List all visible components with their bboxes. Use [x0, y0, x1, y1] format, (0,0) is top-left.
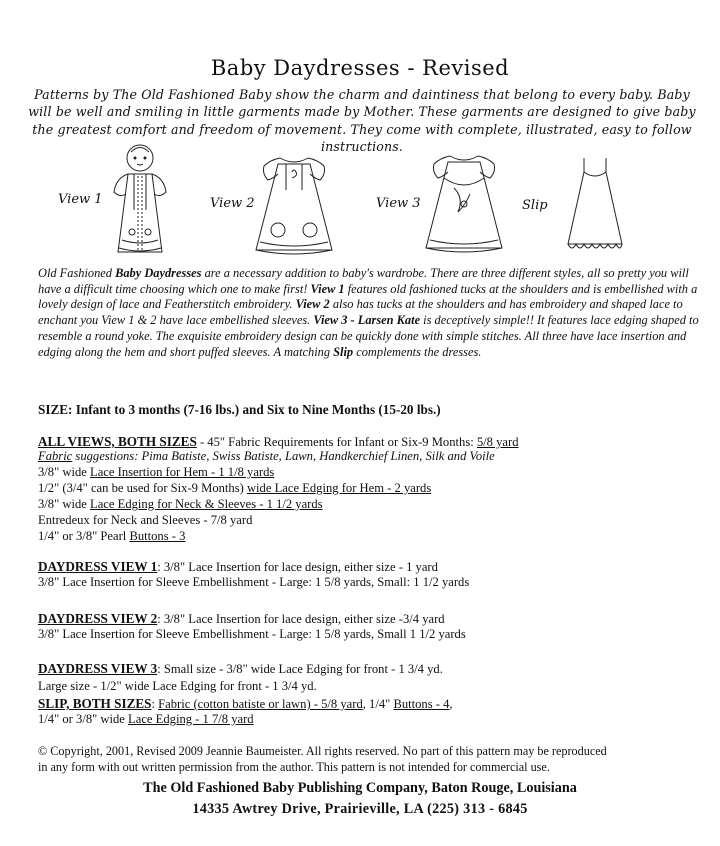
publisher-name: The Old Fashioned Baby Publishing Company, Baton Rouge, Louisiana	[143, 780, 577, 796]
view-3-dress-illustration	[418, 148, 510, 260]
desc-bold: View 2	[295, 297, 330, 312]
view3-req-line2: Large size - 1/2" wide Lace Edging for front - 1 3/4 yd.	[38, 679, 317, 693]
view-2-label: View 2	[210, 196, 255, 211]
size-line: SIZE: Infant to 3 months (7-16 lbs.) and Six to Nine Months (15-20 lbs.)	[38, 402, 441, 417]
view-2-dress-illustration	[248, 150, 340, 262]
buttons-value: Buttons - 3	[129, 529, 186, 543]
view2-heading: DAYDRESS VIEW 2	[38, 611, 158, 626]
neck-value: Lace Edging for Neck & Sleeves - 1 1/2 yards	[90, 497, 323, 511]
fabric-label: Fabric	[38, 449, 73, 463]
view1-req-line1	[38, 559, 438, 575]
slip-colon: :	[151, 697, 159, 711]
description-paragraph	[38, 266, 710, 360]
view2-req-line2: 3/8" Lace Insertion for Sleeve Embellishment - Large: 1 5/8 yards, Small 1 1/2 yards	[38, 627, 466, 641]
slip-line2-prefix: 1/4" or 3/8" wide	[38, 712, 129, 726]
lace-edging-neck-line	[38, 497, 323, 512]
view3-heading: DAYDRESS VIEW 3	[38, 661, 158, 676]
lace-edging-hem-line	[38, 481, 431, 496]
slip-fabric: Fabric (cotton batiste or lawn) - 5/8 yard	[158, 697, 363, 711]
desc-text: features old fashioned tucks at the shoulders and is embellished with a lovely design of lace and Featherstitch embroidery.	[38, 281, 698, 312]
view2-text: : 3/8" Lace Insertion for lace design, either size -3/4 yard	[157, 612, 445, 626]
slip-mid: , 1/4"	[362, 697, 394, 711]
slip-line2-value: Lace Edging - 1 7/8 yard	[128, 712, 254, 726]
fabric-req-value: 5/8 yard	[476, 435, 519, 449]
view-3-label: View 3	[376, 196, 421, 211]
slip-end: ,	[449, 697, 453, 711]
view1-req-line2: 3/8" Lace Insertion for Sleeve Embellishment - Large: 1 5/8 yards, Small: 1 1/2 yards	[38, 575, 470, 589]
all-views-heading-line	[38, 434, 519, 450]
buttons-prefix: 1/4" or 3/8" Pearl	[38, 529, 130, 543]
desc-bold: Baby Daydresses	[115, 266, 202, 280]
desc-text: complements the dresses.	[353, 344, 482, 359]
desc-text: also has tucks at the shoulders and has embroidery and shaped lace to enchant you View 1 & 2 have lace embellished sleeves.	[38, 297, 683, 328]
page-title: Baby Daydresses - Revised	[210, 56, 510, 80]
view1-heading: DAYDRESS VIEW 1	[38, 559, 158, 574]
copyright-line1: © Copyright, 2001, Revised 2009 Jeannie Baumeister. All rights reserved. No part of this pattern may be reproduced	[38, 744, 607, 758]
slip-heading: SLIP, BOTH SIZES	[38, 696, 152, 711]
neck-prefix: 3/8" wide	[38, 497, 91, 511]
slip-buttons: Buttons - 4	[393, 697, 450, 711]
slip-label: Slip	[522, 198, 548, 213]
fabric-req-text: - 45" Fabric Requirements for Infant or Six-9 Months:	[196, 435, 477, 449]
copyright-line2: in any form with out written permission from the author. This pattern is not intended for commercial use.	[38, 760, 550, 774]
desc-bold: View 1	[310, 281, 345, 296]
desc-bold: Slip	[333, 344, 354, 359]
lace-insertion-prefix: 3/8" wide	[38, 465, 91, 479]
view3-text: : Small size - 3/8" wide Lace Edging for front - 1 3/4 yd.	[157, 662, 443, 676]
desc-text: are a necessary addition to baby's wardrobe. There are three different styles, all so pretty you will have a difficult time choosing which one to make first!	[38, 266, 689, 296]
lace-insertion-hem-line	[38, 465, 274, 480]
intro-paragraph: Patterns by The Old Fashioned Baby show the charm and daintiness that belong to every baby. Baby will be well and smiling in little garments made by Mother. These garments are designed to give baby the greatest comfort and freedom of movement. They come with complete, illustrated, easy to follow instructions.	[28, 87, 696, 154]
views-illustration-row	[0, 140, 720, 265]
desc-text: is deceptively simple!! It features lace edging shaped to resemble a round yoke. The exquisite embroidery design can be quickly done with simple stitches. All three have lace insertion and edging along the hem and short puffed sleeves. A matching	[38, 313, 699, 359]
entredeux-line: Entredeux for Neck and Sleeves - 7/8 yard	[38, 513, 253, 527]
slip-illustration	[560, 152, 630, 260]
slip-req-line2	[38, 712, 254, 727]
desc-text: Old Fashioned	[38, 266, 116, 280]
view2-req-line1	[38, 611, 445, 627]
desc-bold: View 3 - Larsen Kate	[313, 313, 421, 328]
fabric-suggestions-line	[38, 449, 495, 464]
lace-edging-prefix: 1/2" (3/4" can be used for Six-9 Months)	[38, 481, 247, 495]
buttons-line	[38, 529, 185, 544]
view-1-baby-illustration	[98, 140, 188, 262]
view1-text: : 3/8" Lace Insertion for lace design, either size - 1 yard	[157, 560, 438, 574]
lace-edging-value: wide Lace Edging for Hem - 2 yards	[246, 481, 432, 495]
slip-req-line1	[38, 696, 453, 712]
publisher-address: 14335 Awtrey Drive, Prairieville, LA (225) 313 - 6845	[192, 801, 528, 817]
all-views-heading: ALL VIEWS, BOTH SIZES	[38, 434, 197, 449]
fabric-suggestions: suggestions: Pima Batiste, Swiss Batiste, Lawn, Handkerchief Linen, Silk and Voile	[72, 449, 495, 463]
view3-req-line1	[38, 661, 443, 677]
view-1-label: View 1	[58, 192, 103, 207]
lace-insertion-value: Lace Insertion for Hem - 1 1/8 yards	[90, 465, 275, 479]
